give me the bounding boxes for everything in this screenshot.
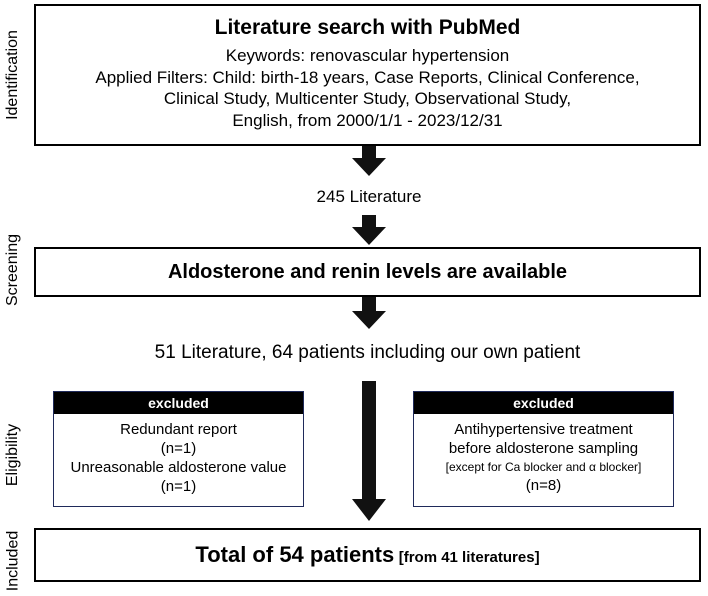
excluded-count-antihypertensive: (n=8) [525, 477, 562, 494]
count-245-literature: 245 Literature [316, 187, 422, 206]
search-filters-2: Clinical Study, Multicenter Study, Observational Study, [163, 89, 572, 108]
down-arrow-1 [352, 146, 386, 176]
count-51-literature: 51 Literature, 64 patients including our own patient [154, 342, 581, 363]
excluded-header-right: excluded [414, 392, 673, 414]
search-box [34, 4, 701, 146]
excluded-box-right [413, 391, 674, 507]
screening-box: Aldosterone and renin levels are available [34, 247, 701, 297]
excluded-reason-redundant: Redundant report [120, 421, 237, 438]
stage-label-identification: Identification [4, 30, 21, 120]
down-arrow-3 [352, 297, 386, 329]
excluded-note: [except for Ca blocker and α blocker] [445, 460, 642, 474]
search-keywords: Keywords: renovascular hypertension [225, 46, 510, 65]
stage-label-included: Included [4, 530, 21, 591]
final-box [34, 528, 701, 582]
excluded-count-aldosterone: (n=1) [160, 478, 197, 495]
excluded-reason-antihypertensive-2: before aldosterone sampling [448, 440, 639, 457]
excluded-reason-antihypertensive-1: Antihypertensive treatment [454, 421, 633, 438]
final-source: [from 41 literatures] [398, 549, 540, 566]
excluded-count-redundant: (n=1) [160, 440, 197, 457]
stage-label-screening: Screening [4, 233, 22, 307]
excluded-box-left [53, 391, 304, 507]
down-arrow-2 [352, 215, 386, 245]
excluded-reason-aldosterone: Unreasonable aldosterone value [70, 459, 287, 476]
search-title: Literature search with PubMed [214, 16, 521, 39]
down-arrow-long [352, 381, 386, 521]
final-total: Total of 54 patients [195, 542, 395, 567]
stage-label-eligibility: Eligibility [4, 423, 21, 487]
excluded-header-left: excluded [54, 392, 303, 414]
search-filters-1: Applied Filters: Child: birth-18 years, Case Reports, Clinical Conference, [95, 67, 640, 87]
search-filters-3: English, from 2000/1/1 - 2023/12/31 [232, 110, 503, 130]
